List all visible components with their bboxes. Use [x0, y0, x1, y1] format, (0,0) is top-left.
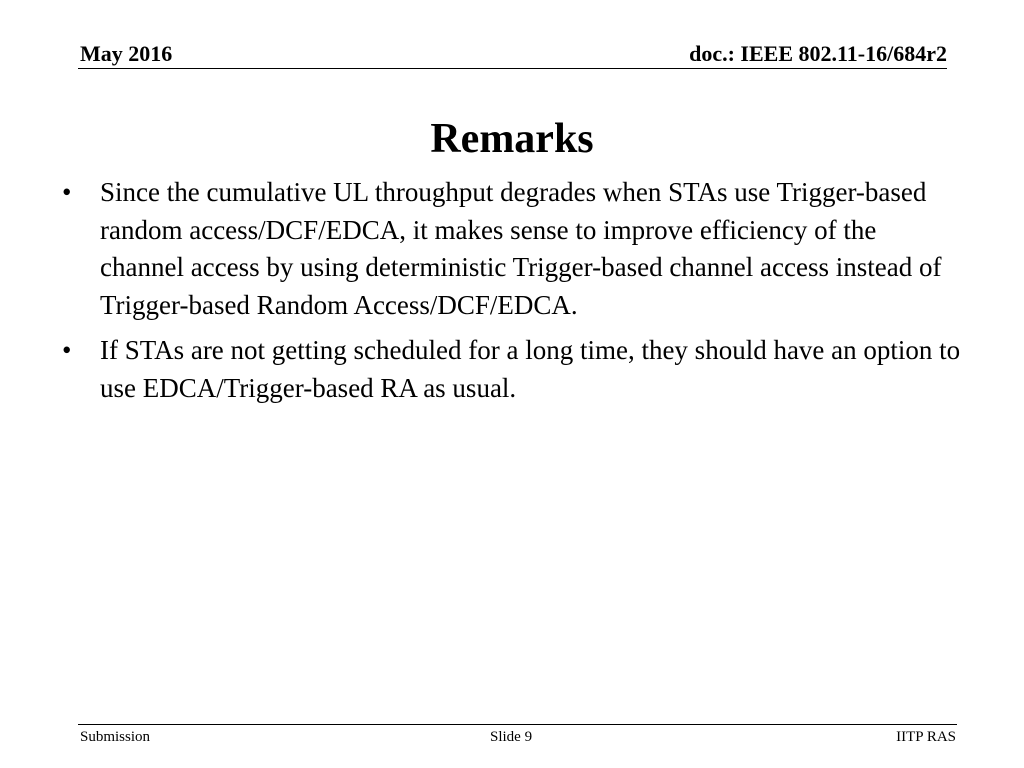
- slide-title: Remarks: [430, 116, 594, 162]
- footer-submission: Submission: [80, 729, 151, 745]
- footer-divider: [78, 724, 957, 725]
- header-divider: [78, 68, 947, 69]
- bullet-text: Since the cumulative UL throughput degrades when STAs use Trigger-based random access/DCF/EDCA, it makes sense to improve efficiency of the channel access by using deterministic Trigger-based channel access instead of Trigger-based Random Access/DCF/EDCA.: [100, 177, 942, 320]
- bullet-list: [62, 174, 962, 415]
- bullet-marker: •: [62, 177, 72, 207]
- footer-slide-number: Slide 9: [490, 729, 533, 745]
- bullet-text: If STAs are not getting scheduled for a long time, they should have an option to use EDCA/Trigger-based RA as usual.: [100, 335, 961, 403]
- header-date: May 2016: [80, 41, 173, 66]
- bullet-item: [62, 332, 962, 407]
- bullet-marker: •: [62, 335, 72, 365]
- header-doc-id: doc.: IEEE 802.11-16/684r2: [689, 41, 947, 66]
- footer-organization: IITP RAS: [896, 729, 956, 745]
- bullet-item: [62, 174, 962, 324]
